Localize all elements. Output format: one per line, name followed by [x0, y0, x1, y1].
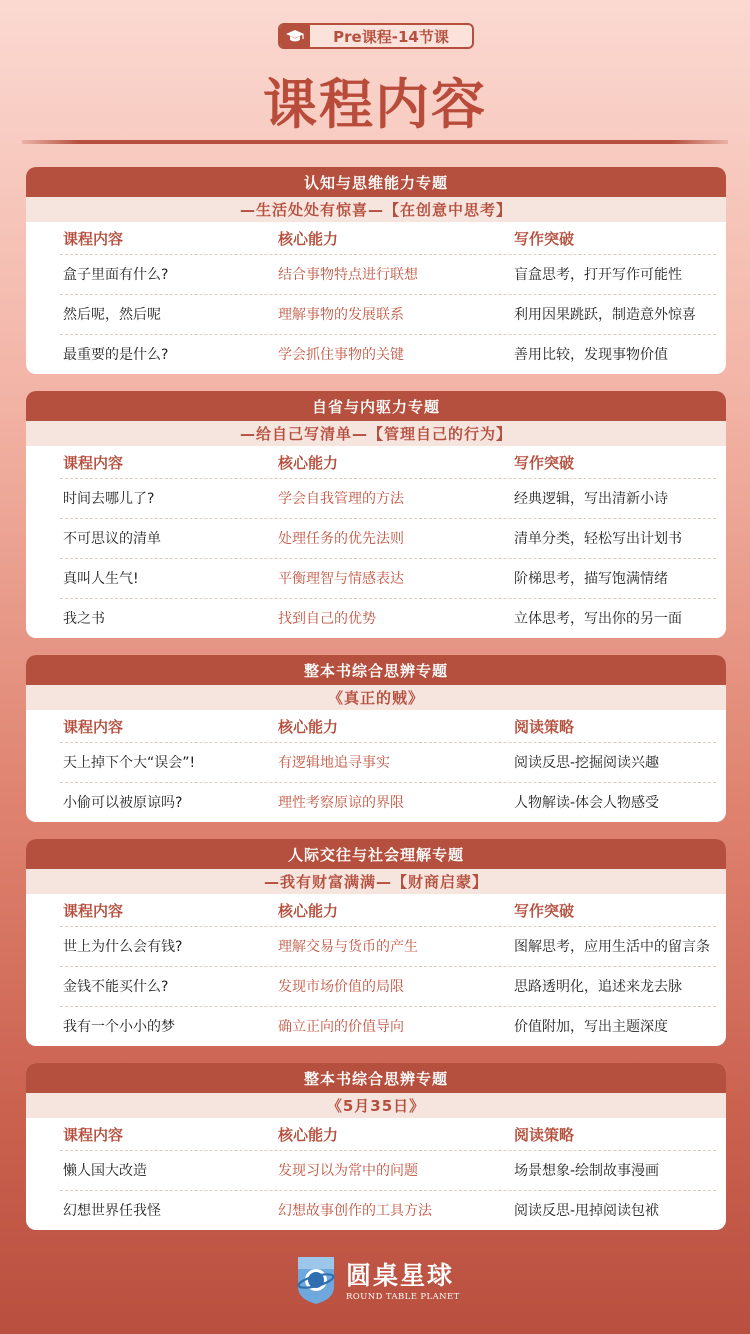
table-row: [26, 742, 726, 782]
column-header: 课程内容: [63, 453, 124, 472]
lesson-title: 幻想世界任我怪: [63, 1203, 161, 1219]
core-ability: 幻想故事创作的工具方法: [278, 1203, 432, 1219]
table-row: [26, 926, 726, 966]
table-header: [26, 446, 726, 478]
logo-name-cn: 圆桌星球: [346, 1261, 455, 1290]
table-header: [26, 222, 726, 254]
section-heading: 人际交往与社会理解专题: [26, 839, 726, 869]
table-row: [26, 1006, 726, 1046]
breakthrough: 善用比较，发现事物价值: [514, 347, 668, 363]
column-header: 写作突破: [514, 229, 575, 248]
reading-strategy: 阅读反思-挖掘阅读兴趣: [514, 755, 660, 771]
section-heading: 自省与内驱力专题: [26, 391, 726, 421]
core-ability: 发现习以为常中的问题: [278, 1163, 418, 1179]
brand-logo: [296, 1256, 460, 1308]
column-header: 课程内容: [63, 717, 124, 736]
breakthrough: 阶梯思考，描写饱满情绪: [514, 571, 668, 587]
column-header: 核心能力: [278, 901, 339, 920]
lesson-title: 我之书: [63, 611, 105, 627]
table-row: [26, 782, 726, 822]
core-ability: 理解事物的发展联系: [278, 307, 404, 323]
table-row: [26, 598, 726, 638]
core-ability: 平衡理智与情感表达: [278, 571, 404, 587]
lesson-title: 最重要的是什么?: [63, 347, 169, 363]
core-ability: 发现市场价值的局限: [278, 979, 404, 995]
column-header: 阅读策略: [514, 717, 575, 736]
column-header: 课程内容: [63, 1125, 124, 1144]
column-header: 写作突破: [514, 901, 575, 920]
section-heading: 整本书综合思辨专题: [26, 1063, 726, 1093]
column-header: 核心能力: [278, 717, 339, 736]
breakthrough: 清单分类，轻松写出计划书: [514, 531, 682, 547]
table-row: [26, 966, 726, 1006]
section-subheading: —给自己写清单—【管理自己的行为】: [26, 421, 726, 446]
table-row: [26, 1190, 726, 1230]
breakthrough: 盲盒思考，打开写作可能性: [514, 267, 682, 283]
logo-name-en: ROUND TABLE PLANET: [346, 1292, 460, 1302]
column-header: 核心能力: [278, 453, 339, 472]
lesson-title: 然后呢，然后呢: [63, 307, 161, 323]
core-ability: 理解交易与货币的产生: [278, 939, 418, 955]
lesson-title: 真叫人生气!: [63, 571, 139, 587]
core-ability: 理性考察原谅的界限: [278, 795, 404, 811]
section-subheading: 《5月35日》: [26, 1093, 726, 1118]
lesson-title: 天上掉下个大“误会”!: [63, 755, 196, 771]
section-card: [26, 391, 726, 638]
section-card: [26, 1063, 726, 1230]
breakthrough: 图解思考，应用生活中的留言条: [514, 939, 710, 955]
core-ability: 找到自己的优势: [278, 611, 376, 627]
breakthrough: 利用因果跳跃，制造意外惊喜: [514, 307, 696, 323]
reading-strategy: 人物解读-体会人物感受: [514, 795, 660, 811]
lesson-title: 盒子里面有什么?: [63, 267, 169, 283]
planet-shield-icon: [296, 1255, 336, 1309]
section-heading: 认知与思维能力专题: [26, 167, 726, 197]
section-subheading: 《真正的贼》: [26, 685, 726, 710]
breakthrough: 经典逻辑，写出清新小诗: [514, 491, 668, 507]
breakthrough: 价值附加，写出主题深度: [514, 1019, 668, 1035]
table-row: [26, 334, 726, 374]
title-divider: [22, 140, 728, 144]
table-header: [26, 894, 726, 926]
section-card: [26, 655, 726, 822]
core-ability: 处理任务的优先法则: [278, 531, 404, 547]
core-ability: 确立正向的价值导向: [278, 1019, 404, 1035]
breakthrough: 立体思考，写出你的另一面: [514, 611, 682, 627]
reading-strategy: 场景想象-绘制故事漫画: [514, 1163, 660, 1179]
section-card: [26, 839, 726, 1046]
column-header: 阅读策略: [514, 1125, 575, 1144]
page-title: 课程内容: [263, 73, 487, 136]
core-ability: 学会抓住事物的关键: [278, 347, 404, 363]
lesson-title: 不可思议的清单: [63, 531, 161, 547]
column-header: 写作突破: [514, 453, 575, 472]
lesson-title: 小偷可以被原谅吗?: [63, 795, 183, 811]
table-row: [26, 254, 726, 294]
table-row: [26, 478, 726, 518]
section-subheading: —我有财富满满—【财商启蒙】: [26, 869, 726, 894]
core-ability: 学会自我管理的方法: [278, 491, 404, 507]
column-header: 课程内容: [63, 229, 124, 248]
course-badge: [278, 23, 474, 49]
table-row: [26, 518, 726, 558]
core-ability: 有逻辑地追寻事实: [278, 755, 390, 771]
column-header: 核心能力: [278, 229, 339, 248]
section-card: [26, 167, 726, 374]
lesson-title: 时间去哪儿了?: [63, 491, 155, 507]
breakthrough: 思路透明化，追述来龙去脉: [514, 979, 682, 995]
reading-strategy: 阅读反思-甩掉阅读包袱: [514, 1203, 660, 1219]
table-header: [26, 710, 726, 742]
table-header: [26, 1118, 726, 1150]
table-row: [26, 294, 726, 334]
lesson-title: 懒人国大改造: [63, 1163, 147, 1179]
section-subheading: —生活处处有惊喜—【在创意中思考】: [26, 197, 726, 222]
table-row: [26, 1150, 726, 1190]
graduation-cap-icon: [280, 25, 310, 47]
lesson-title: 我有一个小小的梦: [63, 1019, 175, 1035]
lesson-title: 世上为什么会有钱?: [63, 939, 183, 955]
course-badge-text: Pre课程-14节课: [333, 27, 449, 46]
core-ability: 结合事物特点进行联想: [278, 267, 418, 283]
section-heading: 整本书综合思辨专题: [26, 655, 726, 685]
column-header: 课程内容: [63, 901, 124, 920]
table-row: [26, 558, 726, 598]
column-header: 核心能力: [278, 1125, 339, 1144]
lesson-title: 金钱不能买什么?: [63, 979, 169, 995]
